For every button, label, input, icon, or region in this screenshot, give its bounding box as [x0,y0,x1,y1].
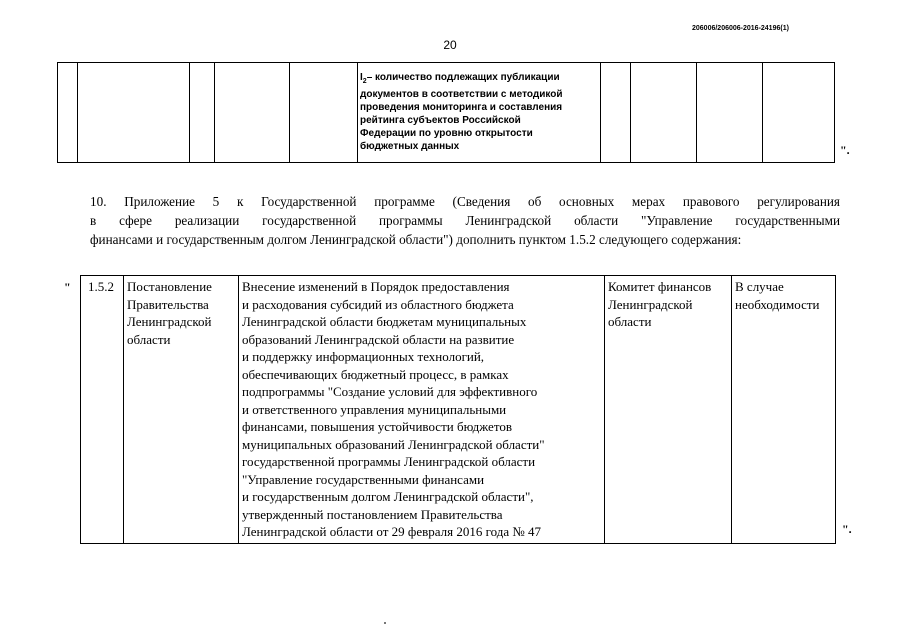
executor-cell [605,276,732,544]
table-cell [631,63,697,163]
indicator-line: документов в соответствии с методикой [360,89,563,100]
indicator-line: Федерации по уровню открытости [360,128,533,139]
cell-line: "Управление государственными финансами [242,471,485,487]
cell-line: и ответственного управления муниципальными [242,401,507,417]
cell-line: Ленинградской области от 29 февраля 2016 года № 47 [242,524,542,539]
cell-line: области [127,331,171,347]
cell-line: государственной программы Ленинградской области [242,454,536,469]
regulation-measure-table [80,275,836,544]
page-number: 20 [443,38,457,52]
cell-line: и поддержку информационных технологий, [242,349,485,364]
table-cell [763,63,835,163]
cell-line: подпрограммы "Создание условий для эффективного [242,384,538,399]
cell-line: Внесение изменений в Порядок предоставления [242,279,510,294]
measure-content-cell [239,276,605,544]
indicator-description-cell [358,63,601,163]
paragraph-line: 10. Приложение 5 к Государственной программе (Сведения об основных мерах правового регулирования [90,194,840,209]
cell-line: утвержденный постановлением Правительства [242,506,503,522]
table-cell [78,63,190,163]
cell-line: необходимости [735,296,820,312]
document-type-cell [124,276,239,544]
indicator-table-fragment [57,62,835,163]
cell-line: муниципальных образований Ленинградской области" [242,436,545,452]
cell-line: области [608,314,652,329]
table-row [81,276,836,544]
cell-line: и расходования субсидий из областного бюджета [242,296,514,312]
cell-line: Ленинградской [608,296,693,312]
table-cell [290,63,358,163]
cell-line: Ленинградской области бюджетам муниципальных [242,314,527,329]
table-cell [190,63,215,163]
paragraph-line: в сфере реализации государственной программы Ленинградской области "Управление государственными [90,213,840,228]
amendment-paragraph [90,192,840,249]
indicator-line: рейтинга субъектов Российской [360,115,521,126]
cell-line: В случае [735,279,784,294]
cell-line: Ленинградской [127,314,212,329]
cell-line: Правительства [127,296,209,312]
closing-quote: ". [842,522,852,536]
item-number: 1.5.2 [88,279,114,294]
document-id: 206006/206006-2016-24196(1) [692,25,789,32]
cell-line: образований Ленинградской области на развитие [242,331,515,347]
cell-line: Комитет финансов [608,279,712,294]
cell-line: Постановление [127,279,212,294]
cell-line: обеспечивающих бюджетный процесс, в рамках [242,366,509,382]
deadline-cell [732,276,836,544]
table-row [58,63,835,163]
indicator-symbol: $I_2$ [360,72,367,85]
cell-line: финансами, повышения устойчивости бюджетов [242,419,512,434]
opening-quote: " [64,280,71,294]
table-cell [215,63,290,163]
paragraph-line: финансами и государственным долгом Ленинградской области") дополнить пунктом 1.5.2 следующего содержания: [90,232,742,247]
closing-quote: ". [840,143,850,157]
indicator-line: бюджетных данных [360,141,460,152]
indicator-line: проведения мониторинга и составления [360,102,563,113]
table-cell [697,63,763,163]
table-cell [58,63,78,163]
table-cell [601,63,631,163]
cell-line: и государственным долгом Ленинградской области", [242,489,534,504]
scan-speck [384,622,386,624]
indicator-line: $I_2-$ количество подлежащих публикации [360,72,560,85]
item-number-cell [81,276,124,544]
